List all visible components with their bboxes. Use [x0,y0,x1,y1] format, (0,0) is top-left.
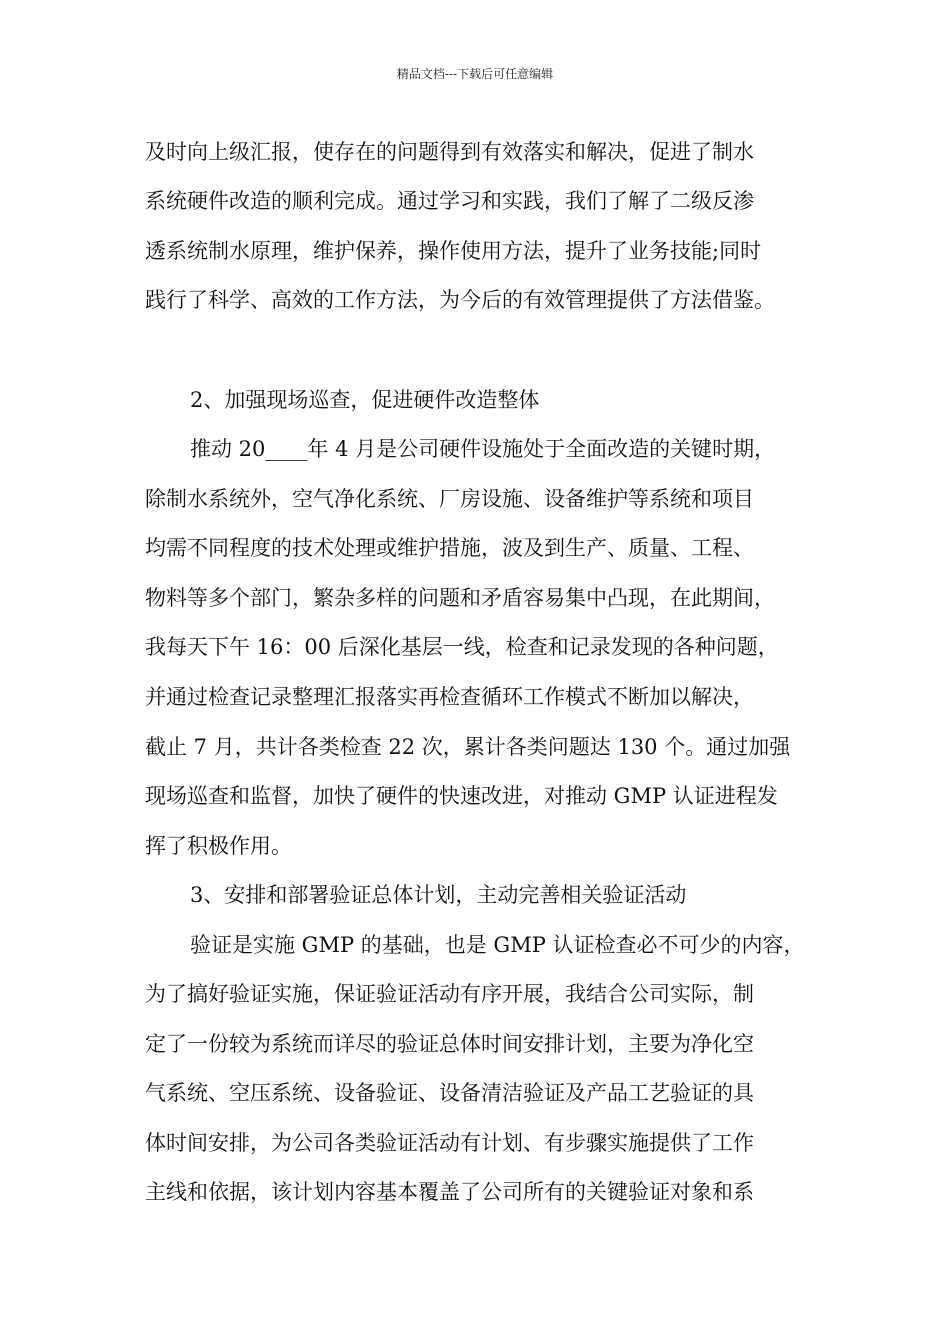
section-heading-3: 3、安排和部署验证总体计划，主动完善相关验证活动 [190,883,687,907]
paragraph-line: 系统硬件改造的顺利完成。通过学习和实践，我们了解了二级反渗 [145,189,754,213]
paragraph-line: 透系统制水原理，维护保养，操作使用方法，提升了业务技能;同时 [145,239,762,263]
paragraph-line: 体时间安排，为公司各类验证活动有计划、有步骤实施提供了工作 [145,1131,754,1155]
paragraph-line: 为了搞好验证实施，保证验证活动有序开展，我结合公司实际，制 [145,982,754,1006]
paragraph-line: 及时向上级汇报，使存在的问题得到有效落实和解决，促进了制水 [145,140,754,164]
paragraph-line: 践行了科学、高效的工作方法，为今后的有效管理提供了方法借鉴。 [145,288,775,312]
paragraph-line: 我每天下午 16：00 后深化基层一线，检查和记录发现的各种问题， [145,635,779,659]
paragraph-line: 并通过检查记录整理汇报落实再检查循环工作模式不断加以解决， [145,685,754,709]
paragraph-line: 气系统、空压系统、设备验证、设备清洁验证及产品工艺验证的具 [145,1081,754,1105]
paragraph-line: 物料等多个部门，繁杂多样的问题和矛盾容易集中凸现，在此期间， [145,586,775,610]
paragraph-line: 定了一份较为系统而详尽的验证总体时间安排计划，主要为净化空 [145,1032,754,1056]
paragraph-line: 截止 7 月，共计各类检查 22 次，累计各类问题达 130 个。通过加强 [145,735,791,759]
paragraph-line: 挥了积极作用。 [145,834,292,858]
paragraph-line: 主线和依据，该计划内容基本覆盖了公司所有的关键验证对象和系 [145,1180,754,1204]
paragraph-line: 除制水系统外，空气净化系统、厂房设施、设备维护等系统和项目 [145,487,754,511]
page-header: 精品文档---下载后可任意编辑 [396,67,554,81]
paragraph-line: 推动 20____年 4 月是公司硬件设施处于全面改造的关键时期， [190,437,776,461]
section-heading-2: 2、加强现场巡查，促进硬件改造整体 [190,388,540,412]
paragraph-line: 现场巡查和监督，加快了硬件的快速改进，对推动 GMP 认证进程发 [145,784,778,808]
paragraph-line: 验证是实施 GMP 的基础，也是 GMP 认证检查必不可少的内容， [190,933,805,957]
paragraph-line: 均需不同程度的技术处理或维护措施，波及到生产、质量、工程、 [145,536,754,560]
